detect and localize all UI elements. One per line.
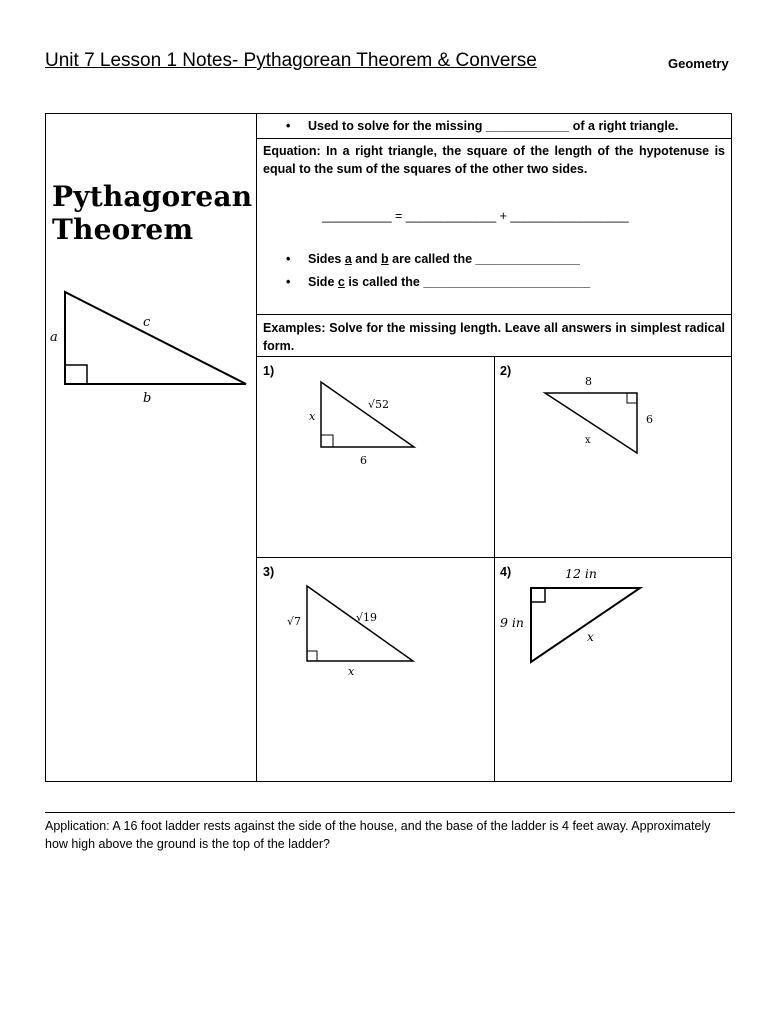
example-1-number: 1) (263, 364, 275, 378)
example-3-horizontal-label: x (348, 665, 355, 678)
example-4-vertical-label: 9 in (500, 615, 524, 630)
used-for-blank: ____________ (485, 119, 570, 133)
theorem-heading-line1: Pythagorean (52, 180, 253, 213)
example-2-top-label: 8 (585, 375, 592, 388)
side-a-term: a (344, 252, 352, 266)
example-1-shape (321, 382, 414, 447)
example-4-number: 4) (500, 565, 512, 579)
example-4-shape (531, 588, 640, 662)
examples-instructions: Examples: Solve for the missing length. Leave all answers in simplest radical form. (263, 321, 725, 353)
example-3-triangle (280, 575, 420, 685)
used-for-prefix: Used to solve for the missing (308, 119, 483, 133)
side-b-term: b (381, 252, 389, 266)
example-1-hypotenuse-label: √52 (368, 398, 390, 411)
side-c-suffix: is called the ________________________ (348, 275, 591, 289)
application-problem: Application: A 16 foot ladder rests against the side of the house, and the base of the ladder is 4 feet away. Approximately how high above the ground is the top of the ladder? (45, 819, 711, 851)
example-2-right-angle (627, 393, 637, 403)
example-1-horizontal-label: 6 (360, 454, 367, 467)
example-4-triangle (495, 560, 655, 670)
theorem-heading-line2: Theorem (52, 213, 194, 246)
column-divider (256, 113, 257, 782)
equation-blanks: __________ = _____________ + _________________ (322, 209, 629, 223)
row-divider (256, 138, 732, 139)
row-divider (256, 314, 732, 315)
equation-text: Equation: In a right triangle, the square of the length of the hypotenuse is equal to the sum of the squares of the other two sides. (263, 144, 725, 176)
example-3-right-angle (307, 651, 317, 661)
right-angle-marker (65, 365, 87, 384)
example-3-hypotenuse-label: √19 (356, 611, 378, 624)
example-3-vertical-label: √7 (287, 615, 302, 628)
reference-triangle (40, 280, 255, 410)
side-c-term: c (337, 275, 345, 289)
example-2-number: 2) (500, 364, 512, 378)
application-rule (45, 812, 735, 813)
sides-suffix: are called the _______________ (392, 252, 580, 266)
side-c-prefix: Side (308, 275, 335, 289)
theorem-heading (52, 180, 252, 246)
side-c-label: c (143, 315, 151, 330)
example-1-triangle (300, 370, 430, 470)
sides-and: and (355, 252, 378, 266)
example-4-right-angle (531, 588, 545, 602)
course-label: Geometry (668, 56, 729, 71)
example-2-shape (545, 393, 637, 453)
sides-prefix: Sides (308, 252, 342, 266)
example-1-right-angle (321, 435, 333, 447)
side-c-bullet (308, 273, 590, 291)
example-4-hypotenuse-label: x (587, 630, 594, 644)
sides-ab-bullet (308, 250, 580, 268)
example-2-hypotenuse-label: x (585, 435, 591, 446)
side-b-label: b (143, 391, 152, 406)
example-3-number: 3) (263, 565, 275, 579)
reference-triangle-shape (65, 292, 246, 384)
example-4-top-label: 12 in (565, 566, 597, 581)
page-title: Unit 7 Lesson 1 Notes- Pythagorean Theorem & Converse (45, 50, 537, 71)
example-2-vertical-label: 6 (646, 413, 653, 426)
side-a-label: a (50, 330, 58, 345)
example-2-triangle (530, 370, 670, 470)
used-for-suffix: of a right triangle. (572, 119, 679, 133)
example-1-vertical-label: x (309, 410, 316, 423)
used-for-bullet (308, 117, 678, 135)
